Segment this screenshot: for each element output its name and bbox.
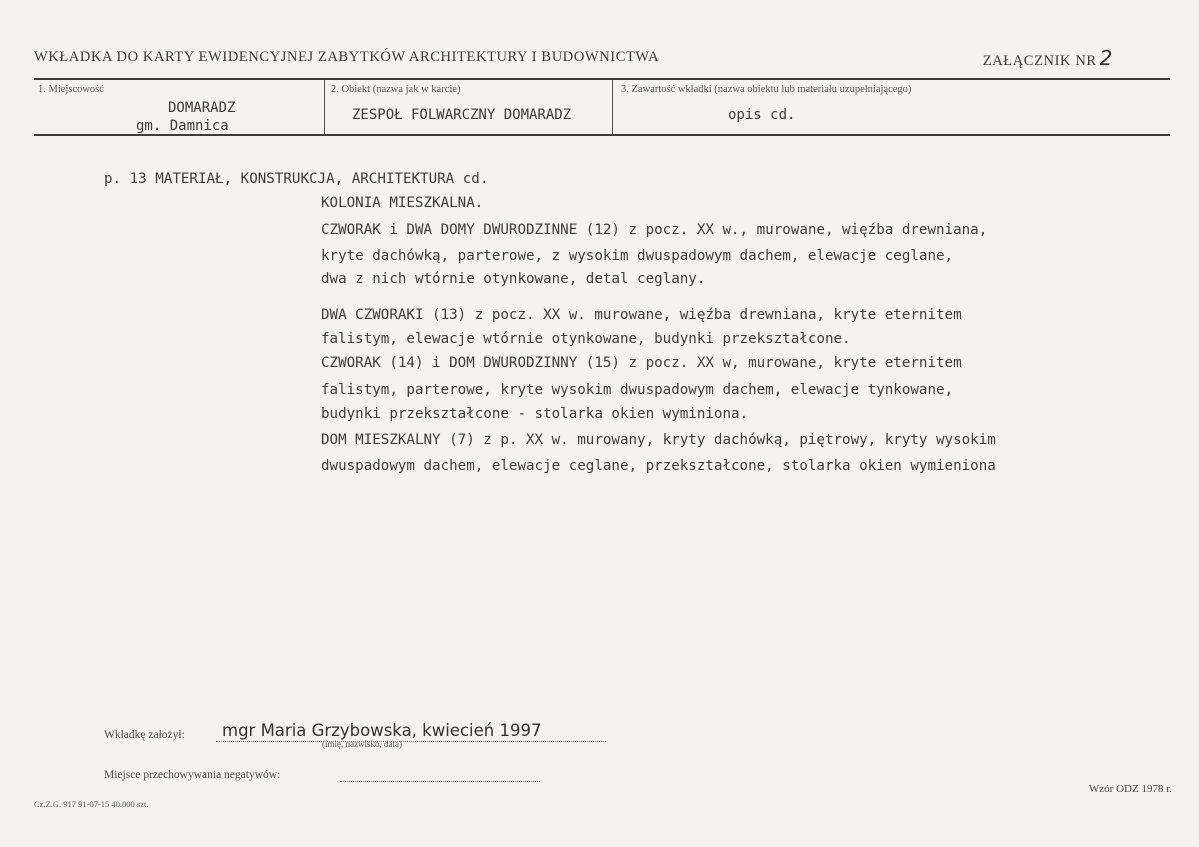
- template-info: Wzór ODZ 1978 r.: [1088, 783, 1172, 795]
- field-divider-1: [324, 80, 325, 134]
- body-line: budynki przekształcone - stolarka okien wyminiona.: [321, 406, 749, 422]
- location-value-line2: gm. Damnica: [136, 118, 229, 134]
- object-value: ZESPÓŁ FOLWARCZNY DOMARADZ: [352, 107, 572, 123]
- created-by-value: mgr Maria Grzybowska, kwiecień 1997: [222, 721, 542, 740]
- body-line: dwa z nich wtórnie otynkowane, detal ceglany.: [321, 271, 706, 287]
- created-by-label: Wkładkę założył:: [104, 729, 185, 741]
- location-value-line1: DOMARADZ: [168, 100, 236, 116]
- header-rule-bottom: [34, 134, 1170, 136]
- negatives-dotted-line: [340, 781, 540, 782]
- created-by-hint: (imię, nazwisko, data): [322, 739, 402, 749]
- body-line: DOM MIESZKALNY (7) z p. XX w. murowany, kryty dachówką, piętrowy, kryty wysokim: [321, 432, 996, 448]
- object-label: 2. Obiekt (nazwa jak w karcie): [331, 84, 461, 95]
- location-label: 1. Miejscowość: [38, 84, 104, 95]
- header-rule-top: [34, 78, 1170, 80]
- body-line: falistym, elewacje wtórnie otynkowane, budynki przekształcone.: [321, 331, 851, 347]
- field-divider-2: [612, 80, 613, 134]
- body-line: falistym, parterowe, kryte wysokim dwuspadowym dachem, elewacje tynkowane,: [321, 382, 954, 398]
- section-heading: p. 13 MATERIAŁ, KONSTRUKCJA, ARCHITEKTURA cd.: [104, 171, 489, 187]
- negatives-label: Miejsce przechowywania negatywów:: [104, 769, 281, 781]
- annex-label-text: ZAŁĄCZNIK NR: [982, 53, 1097, 69]
- body-line: DWA CZWORAKI (13) z pocz. XX w. murowane, więźba drewniana, kryte eternitem: [321, 307, 962, 323]
- annex-label: [983, 46, 1113, 70]
- content-value: opis cd.: [728, 107, 796, 123]
- created-by-dotted-line: [216, 741, 606, 742]
- body-line: CZWORAK i DWA DOMY DWURODZINNE (12) z pocz. XX w., murowane, więźba drewniana,: [321, 222, 988, 238]
- print-info: Cz.Z.G. 917 91-07-15 40.000 szt.: [34, 799, 149, 809]
- body-line: dwuspadowym dachem, elewacje ceglane, przekształcone, stolarka okien wymieniona: [321, 458, 996, 474]
- body-line: kryte dachówką, parterowe, z wysokim dwuspadowym dachem, elewacje ceglane,: [321, 248, 954, 264]
- annex-number: 2: [1099, 46, 1113, 70]
- body-line: KOLONIA MIESZKALNA.: [321, 195, 484, 211]
- content-label: 3. Zawartość wkładki (nazwa obiektu lub materiału uzupełniającego): [621, 84, 912, 95]
- body-line: CZWORAK (14) i DOM DWURODZINNY (15) z pocz. XX w, murowane, kryte eternitem: [321, 355, 962, 371]
- form-title: WKŁADKA DO KARTY EWIDENCYJNEJ ZABYTKÓW ARCHITEKTURY I BUDOWNICTWA: [34, 49, 660, 65]
